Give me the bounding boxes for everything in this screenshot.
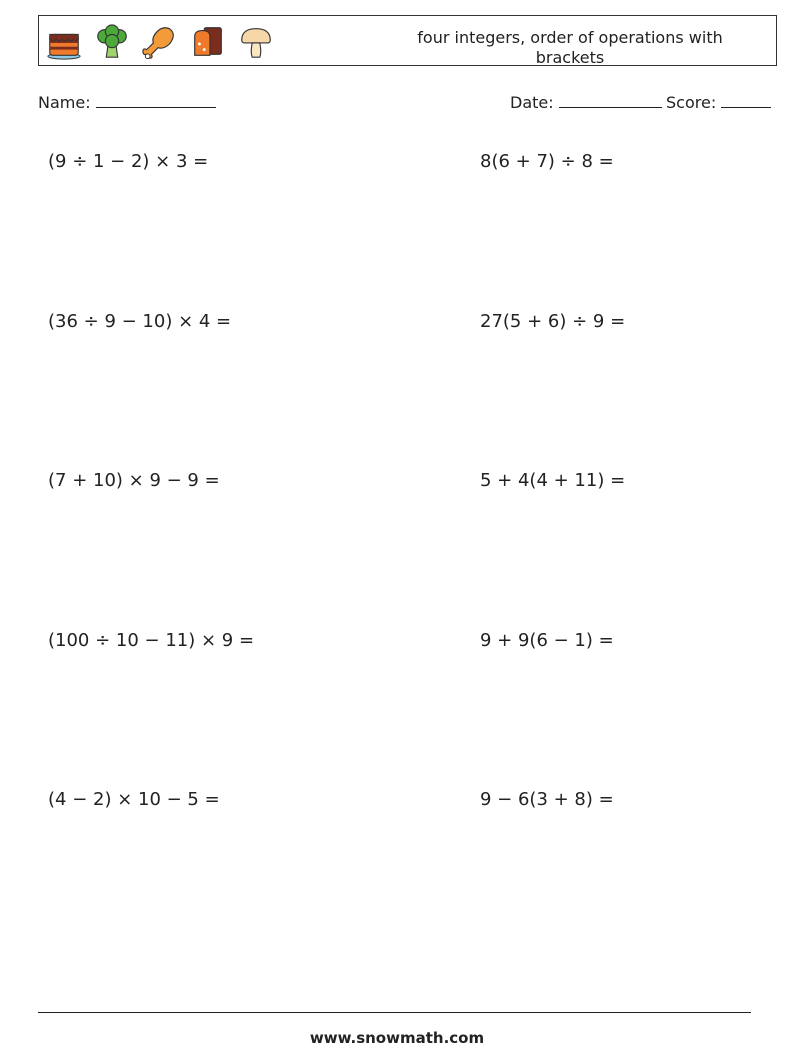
bread-icon <box>189 23 227 61</box>
problem-1: (9 ÷ 1 − 2) × 3 = <box>48 151 209 172</box>
broccoli-icon <box>93 23 131 61</box>
score-label: Score: <box>666 93 717 112</box>
problem-8: 9 + 9(6 − 1) = <box>480 630 614 651</box>
problem-9: (4 − 2) × 10 − 5 = <box>48 789 220 810</box>
problem-2: 8(6 + 7) ÷ 8 = <box>480 151 614 172</box>
name-blank[interactable] <box>96 93 216 108</box>
problem-3: (36 ÷ 9 − 10) × 4 = <box>48 311 232 332</box>
problem-5: (7 + 10) × 9 − 9 = <box>48 470 220 491</box>
problem-10: 9 − 6(3 + 8) = <box>480 789 614 810</box>
problem-4: 27(5 + 6) ÷ 9 = <box>480 311 626 332</box>
icon-strip <box>45 22 275 62</box>
name-field <box>38 93 216 112</box>
name-label: Name: <box>38 93 91 112</box>
problem-7: (100 ÷ 10 − 11) × 9 = <box>48 630 255 651</box>
problem-6: 5 + 4(4 + 11) = <box>480 470 626 491</box>
worksheet-header <box>38 15 777 66</box>
chicken-leg-icon <box>141 23 179 61</box>
date-blank[interactable] <box>559 93 662 108</box>
date-field <box>510 93 662 112</box>
cake-icon <box>45 23 83 61</box>
footer-divider <box>38 1012 751 1013</box>
date-label: Date: <box>510 93 554 112</box>
mushroom-icon <box>237 23 275 61</box>
worksheet-title: four integers, order of operations with brackets <box>417 28 723 67</box>
score-blank[interactable] <box>721 93 771 108</box>
footer-website[interactable]: www.snowmath.com <box>309 1029 485 1047</box>
score-field <box>666 93 771 112</box>
